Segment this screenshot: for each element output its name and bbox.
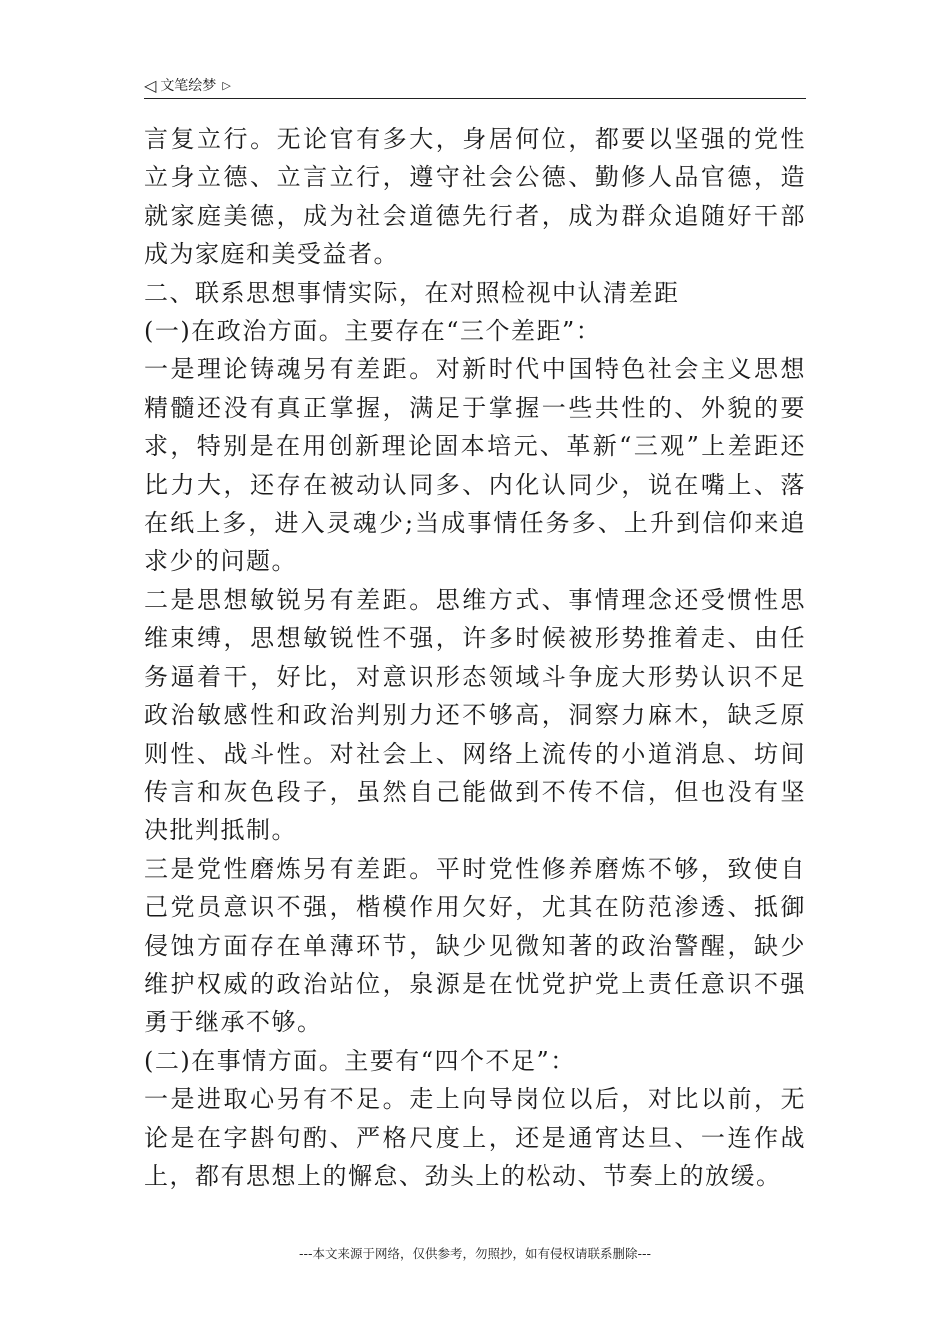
paragraph: 言复立行。无论官有多大，身居何位，都要以坚强的党性立身立德、立言立行，遵守社会公德、勤修人品官德，造就家庭美德，成为社会道德先行者，成为群众追随好干部成为家庭和美受益者。 (144, 125, 806, 269)
section-heading: 二、联系思想事情实际，在对照检视中认清差距 (144, 278, 680, 307)
triangle-left-icon: ◁ (144, 75, 157, 95)
triangle-right-icon: ▷ (222, 78, 231, 92)
paragraph: 三是党性磨炼另有差距。平时党性修养磨炼不够，致使自己党员意识不强，楷模作用欠好，尤其在防范渗透、抵御侵蚀方面存在单薄环节，缺少见微知著的政治警醒，缺少维护权威的政治站位，泉源是在忧党护党上责任意识不强勇于继承不够。 (144, 854, 806, 1037)
subsection-heading: (一)在政治方面。主要存在“三个差距”： (144, 317, 602, 346)
document-body (144, 120, 806, 1195)
paragraph: 二是思想敏锐另有差距。思维方式、事情理念还受惯性思维束缚，思想敏锐性不强，许多时候被形势推着走、由任务逼着干，好比，对意识形态领域斗争庞大形势认识不足政治敏感性和政治判别力还不够高，洞察力麻木，缺乏原则性、战斗性。对社会上、网络上流传的小道消息、坊间传言和灰色段子，虽然自己能做到不传不信，但也没有坚决批判抵制。 (144, 585, 806, 845)
paragraph: 一是理论铸魂另有差距。对新时代中国特色社会主义思想精髓还没有真正掌握，满足于掌握一些共性的、外貌的要求，特别是在用创新理论固本培元、革新“三观”上差距还比力大，还存在被动认同多、内化认同少，说在嘴上、落在纸上多，进入灵魂少;当成事情任务多、上升到信仰来追求少的问题。 (144, 355, 806, 576)
header-title: 文笔绘梦 (160, 78, 217, 94)
page-footer: ---本文来源于网络，仅供参考，勿照抄，如有侵权请联系删除--- (298, 1246, 652, 1261)
page-header (144, 72, 806, 99)
paragraph: 一是进取心另有不足。走上向导岗位以后，对比以前，无论是在字斟句酌、严格尺度上，还是通宵达旦、一连作战上，都有思想上的懈怠、劲头上的松动、节奏上的放缓。 (144, 1085, 806, 1190)
subsection-heading: (二)在事情方面。主要有“四个不足”： (144, 1046, 576, 1075)
